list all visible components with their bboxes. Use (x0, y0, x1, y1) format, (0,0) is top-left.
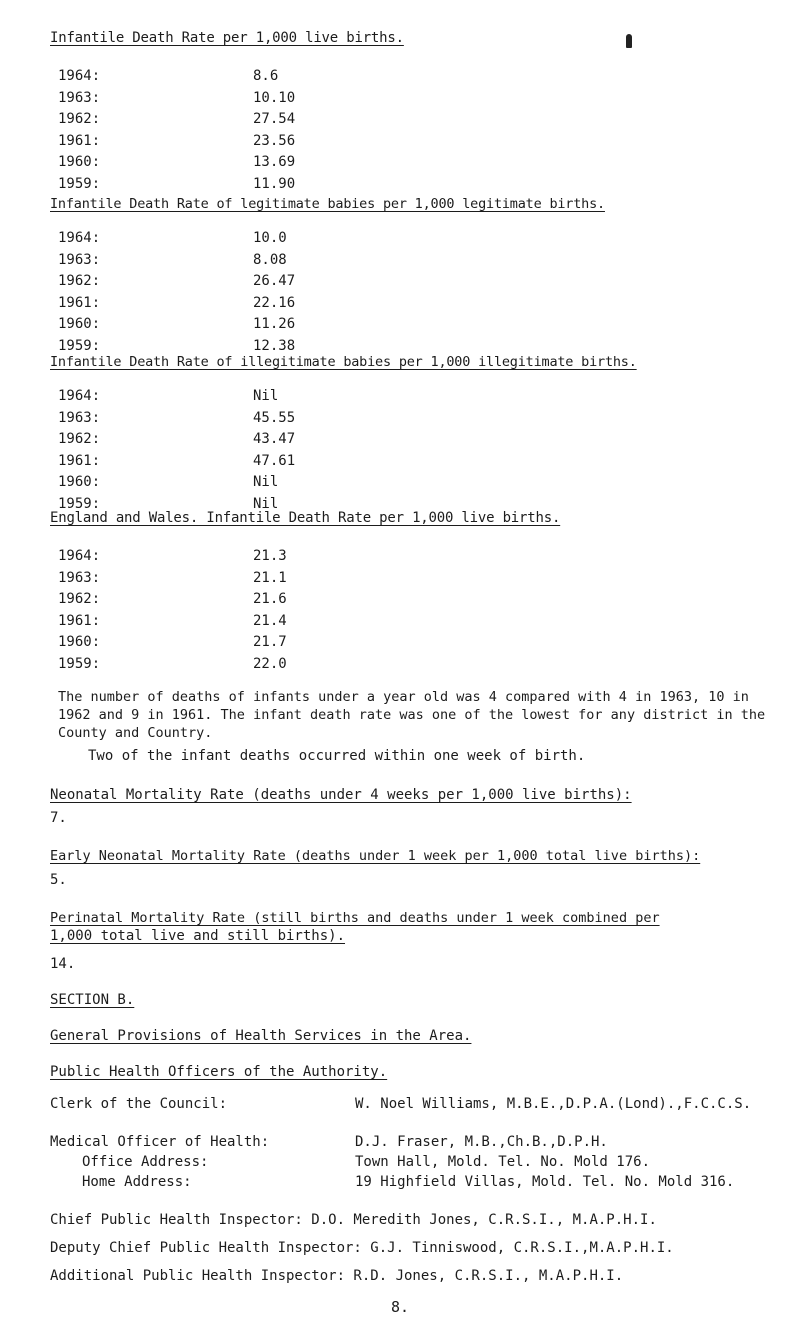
officer-value: Town Hall, Mold. Tel. No. Mold 176. (355, 1154, 651, 1170)
year-cell: 1959: (58, 495, 101, 512)
year-cell: 1963: (58, 251, 101, 268)
value-cell: 21.4 (253, 612, 287, 629)
year-cell: 1960: (58, 634, 101, 650)
value-cell: 27.54 (253, 111, 296, 127)
public-health-officers-heading: Public Health Officers of the Authority. (50, 1064, 388, 1080)
deputy-inspector: Deputy Chief Public Health Inspector: G.J. Tinniswood, C.R.S.I.,M.A.P.H.I. (50, 1240, 674, 1256)
medical-officer (50, 1134, 608, 1150)
additional-inspector: Additional Public Health Inspector: R.D. Jones, C.R.S.I., M.A.P.H.I. (50, 1268, 624, 1284)
heading-infantile-death-rate: Infantile Death Rate per 1,000 live births. (50, 30, 404, 46)
value-cell: 21.3 (253, 548, 287, 564)
page-number: 8. (390, 1298, 410, 1316)
value-cell: 13.69 (253, 154, 296, 170)
officer-label: Office Address: (82, 1154, 209, 1170)
year-cell: 1962: (58, 591, 101, 607)
perinatal-rate-label-line1: Perinatal Mortality Rate (still births and deaths under 1 week combined per (50, 910, 660, 926)
early-neonatal-rate-label: Early Neonatal Mortality Rate (deaths under 1 week per 1,000 total live births): (50, 848, 701, 864)
year-cell: 1961: (58, 612, 101, 629)
infant-deaths-paragraph: The number of deaths of infants under a year old was 4 compared with 4 in 1963, 10 in 1962 and 9 in 1961. The infant death rate was one of the lowest for any district in the County and Country. (58, 689, 766, 741)
year-cell: 1963: (58, 89, 101, 106)
value-cell: 11.90 (253, 175, 296, 192)
value-cell: 43.47 (253, 431, 296, 447)
year-cell: 1963: (58, 569, 101, 586)
value-cell: 12.38 (253, 337, 296, 354)
year-cell: 1963: (58, 409, 101, 426)
heading-illegitimate-rate: Infantile Death Rate of illegitimate babies per 1,000 illegitimate births. (50, 354, 637, 370)
neonatal-rate-value: 7. (50, 810, 67, 826)
year-cell: 1964: (58, 548, 101, 564)
value-cell: 23.56 (253, 132, 296, 149)
clerk-of-council (50, 1096, 751, 1112)
officer-label: Medical Officer of Health: (50, 1134, 270, 1150)
value-cell: Nil (253, 388, 279, 404)
year-cell: 1962: (58, 111, 101, 127)
officer-value: W. Noel Williams, M.B.E.,D.P.A.(Lond).,F.C.C.S. (355, 1096, 752, 1112)
officer-value: D.J. Fraser, M.B.,Ch.B.,D.P.H. (355, 1134, 608, 1150)
year-cell: 1962: (58, 273, 101, 289)
value-cell: 22.0 (253, 655, 287, 672)
year-cell: 1960: (58, 154, 101, 170)
value-cell: 10.10 (253, 89, 296, 106)
value-cell: 21.7 (253, 634, 287, 650)
year-cell: 1960: (58, 316, 101, 332)
value-cell: 8.08 (253, 251, 287, 268)
value-cell: 22.16 (253, 294, 296, 311)
year-cell: 1962: (58, 431, 101, 447)
year-cell: 1961: (58, 452, 101, 469)
value-cell: 47.61 (253, 452, 296, 469)
general-provisions-heading: General Provisions of Health Services in the Area. (50, 1028, 472, 1044)
year-cell: 1961: (58, 294, 101, 311)
officer-value: 19 Highfield Villas, Mold. Tel. No. Mold 316. (355, 1174, 735, 1190)
neonatal-rate-label: Neonatal Mortality Rate (deaths under 4 weeks per 1,000 live births): (50, 787, 632, 803)
year-cell: 1959: (58, 337, 101, 354)
value-cell: 21.1 (253, 569, 287, 586)
value-cell: 8.6 (253, 68, 279, 84)
value-cell: 45.55 (253, 409, 296, 426)
chief-inspector: Chief Public Health Inspector: D.O. Meredith Jones, C.R.S.I., M.A.P.H.I. (50, 1212, 657, 1228)
year-cell: 1964: (58, 388, 101, 404)
value-cell: Nil (253, 474, 279, 490)
year-cell: 1959: (58, 175, 101, 192)
section-b-heading: SECTION B. (50, 992, 135, 1008)
infant-week-paragraph: Two of the infant deaths occurred within one week of birth. (88, 748, 586, 764)
heading-england-wales-rate: England and Wales. Infantile Death Rate per 1,000 live births. (50, 510, 561, 526)
heading-legitimate-rate: Infantile Death Rate of legitimate babies per 1,000 legitimate births. (50, 196, 605, 212)
value-cell: 10.0 (253, 230, 287, 246)
office-address (50, 1154, 650, 1170)
early-neonatal-rate-value: 5. (50, 872, 67, 888)
value-cell: 21.6 (253, 591, 287, 607)
value-cell: Nil (253, 495, 279, 512)
year-cell: 1961: (58, 132, 101, 149)
officer-label: Home Address: (82, 1174, 192, 1190)
ink-mark (626, 34, 632, 48)
year-cell: 1964: (58, 230, 101, 246)
value-cell: 11.26 (253, 316, 296, 332)
officer-label: Clerk of the Council: (50, 1096, 228, 1112)
perinatal-rate-label-line2: 1,000 total live and still births). (50, 928, 346, 944)
year-cell: 1960: (58, 474, 101, 490)
year-cell: 1959: (58, 655, 101, 672)
value-cell: 26.47 (253, 273, 296, 289)
year-cell: 1964: (58, 68, 101, 84)
home-address (50, 1174, 734, 1190)
perinatal-rate-value: 14. (50, 956, 76, 972)
